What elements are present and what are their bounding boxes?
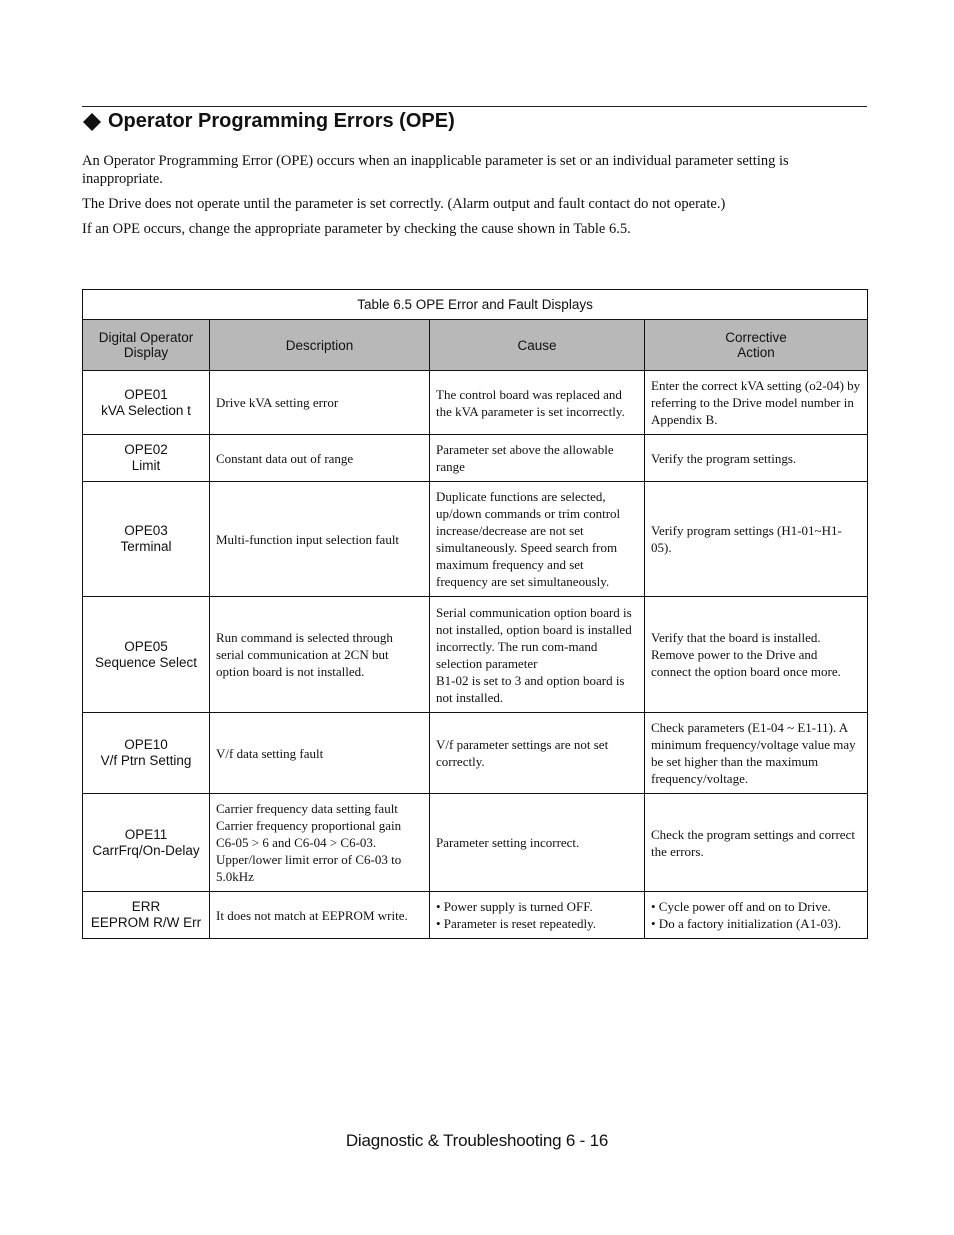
page-footer: Diagnostic & Troubleshooting 6 - 16 [345, 1131, 609, 1150]
description-cell: It does not match at EEPROM write. [210, 892, 430, 939]
header-action: Corrective Action [645, 320, 868, 371]
description-cell: Constant data out of range [210, 435, 430, 482]
action-cell: Check the program settings and correct the errors. [645, 794, 868, 892]
table-row [83, 713, 868, 794]
action-cell: Enter the correct kVA setting (o2-04) by referring to the Drive model number in Appendix B. [645, 371, 868, 435]
header-display: Digital Operator Display [83, 320, 210, 371]
ope-error-table [82, 289, 868, 939]
table-caption: Table 6.5 OPE Error and Fault Displays [83, 290, 868, 320]
cause-cell: V/f parameter settings are not set correctly. [430, 713, 645, 794]
description-cell: Run command is selected through serial communication at 2CN but option board is not installed. [210, 597, 430, 713]
action-cell: Verify program settings (H1-01~H1-05). [645, 482, 868, 597]
table-row [83, 435, 868, 482]
display-code-cell: ERR EEPROM R/W Err [83, 892, 210, 939]
description-cell: V/f data setting fault [210, 713, 430, 794]
paragraph: The Drive does not operate until the parameter is set correctly. (Alarm output and fault contact do not operate.) [82, 196, 726, 212]
cause-cell: Parameter setting incorrect. [430, 794, 645, 892]
table-row [83, 482, 868, 597]
paragraph: If an OPE occurs, change the appropriate parameter by checking the cause shown in Table 6.5. [82, 221, 631, 237]
action-cell: Verify that the board is installed. Remove power to the Drive and connect the option board once more. [645, 597, 868, 713]
description-cell: Multi-function input selection fault [210, 482, 430, 597]
cause-cell: Serial communication option board is not installed, option board is installed incorrectly. The run com-mand selection parameter B1-02 is set to 3 and option board is not installed. [430, 597, 645, 713]
display-code-cell: OPE01 kVA Selection t [83, 371, 210, 435]
action-cell: Check parameters (E1-04 ~ E1-11). A minimum frequency/voltage value may be set higher than the maximum frequency/voltage. [645, 713, 868, 794]
diamond-bullet-icon [82, 112, 102, 132]
cause-cell: • Power supply is turned OFF. • Parameter is reset repeatedly. [430, 892, 645, 939]
header-description: Description [210, 320, 430, 371]
cause-cell: Parameter set above the allowable range [430, 435, 645, 482]
table-row [83, 597, 868, 713]
paragraph: An Operator Programming Error (OPE) occurs when an inapplicable parameter is set or an individual parameter setting is inappropriate. [82, 153, 789, 187]
header-cause: Cause [430, 320, 645, 371]
intro-text [82, 152, 862, 245]
section-title: Operator Programming Errors (OPE) [108, 110, 455, 132]
section-heading [82, 110, 455, 133]
table-row [83, 892, 868, 939]
action-cell: Verify the program settings. [645, 435, 868, 482]
display-code-cell: OPE10 V/f Ptrn Setting [83, 713, 210, 794]
action-cell: • Cycle power off and on to Drive. • Do a factory initialization (A1-03). [645, 892, 868, 939]
cause-cell: Duplicate functions are selected, up/down commands or trim control increase/decrease are not set simultaneously. Speed search from maximum frequency and set frequency are set simultaneously. [430, 482, 645, 597]
cause-cell: The control board was replaced and the kVA parameter is set incorrectly. [430, 371, 645, 435]
top-rule [82, 106, 867, 107]
description-cell: Carrier frequency data setting fault Carrier frequency proportional gain C6-05 > 6 and C6-04 > C6-03. Upper/lower limit error of C6-03 to 5.0kHz [210, 794, 430, 892]
display-code-cell: OPE05 Sequence Select [83, 597, 210, 713]
display-code-cell: OPE03 Terminal [83, 482, 210, 597]
table-row [83, 371, 868, 435]
description-cell: Drive kVA setting error [210, 371, 430, 435]
display-code-cell: OPE11 CarrFrq/On-Delay [83, 794, 210, 892]
display-code-cell: OPE02 Limit [83, 435, 210, 482]
table-row [83, 794, 868, 892]
